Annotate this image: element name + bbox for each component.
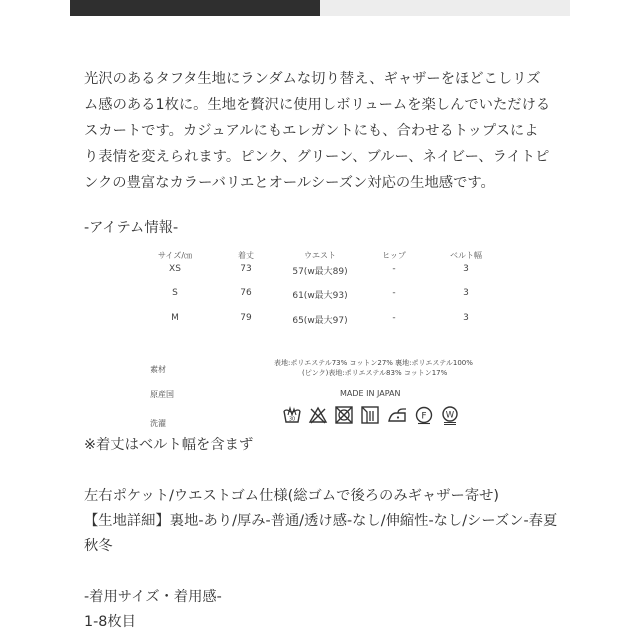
hand-wash-icon [282, 405, 302, 425]
details-line-season: 秋冬 [84, 538, 113, 554]
cell-hip: - [392, 264, 396, 274]
cell-hip: - [392, 313, 396, 323]
svg-text:30: 30 [288, 416, 296, 423]
line-dry-shade-icon [360, 405, 380, 425]
cell-size: S [172, 288, 178, 298]
tab-inactive[interactable] [320, 0, 570, 16]
cell-waist: 61(w最大93) [292, 291, 348, 301]
cell-waist: 57(w最大89) [292, 267, 348, 277]
header-hip: ヒップ [382, 251, 406, 260]
length-note: ※着丈はベルト幅を含まず [84, 437, 254, 453]
description-line: スカートです。カジュアルにもエレガントにも、合わせるトップスによ [84, 123, 539, 139]
header-belt-width: ベルト幅 [450, 251, 482, 260]
header-waist: ウエスト [304, 251, 336, 260]
details-line-fabric: 【生地詳細】裏地-あり/厚み-普通/透け感-なし/伸縮性-なし/シーズン-春夏 [84, 513, 558, 529]
cell-belt-width: 3 [463, 264, 469, 274]
dry-clean-f-icon [414, 405, 434, 425]
description-line: り表情を変えられます。ピンク、グリーン、ブルー、ネイビー、ライトピ [84, 149, 550, 165]
description-line: 光沢のあるタフタ生地にランダムな切り替え、ギャザーをほどこしリズ [84, 71, 541, 87]
cell-size: M [171, 313, 179, 323]
svg-text:F: F [421, 411, 427, 422]
product-description [84, 66, 564, 196]
care-icons [282, 405, 460, 425]
wet-clean-w-icon [440, 405, 460, 425]
fit-title: -着用サイズ・着用感- [84, 589, 222, 605]
material-value-line1: 表地:ポリエステル73% コットン27% 裏地:ポリエステル100% [274, 359, 473, 367]
tab-bar [70, 0, 570, 16]
svg-text:W: W [445, 410, 455, 421]
details-line-pocket: 左右ポケット/ウエストゴム仕様(総ゴムで後ろのみギャザー寄せ) [84, 488, 499, 504]
cell-length: 73 [240, 264, 252, 274]
wash-label: 洗濯 [150, 419, 166, 428]
description-line: ム感のある1枚に。生地を贅沢に使用しボリュームを楽しんでいただける [84, 97, 551, 113]
iron-low-icon [386, 405, 408, 425]
origin-value: MADE IN JAPAN [340, 389, 401, 398]
cell-belt-width: 3 [463, 313, 469, 323]
table-row [150, 288, 510, 302]
description-line: ンクの豊富なカラーバリエとオールシーズン対応の生地感です。 [84, 175, 495, 191]
origin-label: 原産国 [150, 390, 174, 399]
table-row [150, 313, 510, 327]
cell-length: 76 [240, 288, 252, 298]
cell-length: 79 [240, 313, 252, 323]
item-info-title: -アイテム情報- [84, 220, 179, 236]
size-table-header [150, 250, 510, 264]
cell-belt-width: 3 [463, 288, 469, 298]
tab-active[interactable] [70, 0, 320, 16]
cell-waist: 65(w最大97) [292, 316, 348, 326]
no-bleach-icon [308, 405, 328, 425]
header-length: 着丈 [238, 251, 254, 260]
cell-size: XS [169, 264, 181, 274]
material-label: 素材 [150, 365, 166, 374]
fit-line: 1-8枚目 [84, 614, 136, 630]
header-size: サイズ/㎝ [157, 251, 193, 260]
table-row [150, 264, 510, 278]
no-tumble-dry-icon [334, 405, 354, 425]
cell-hip: - [392, 288, 396, 298]
material-value-line2: (ピンク)表地:ポリエステル83% コットン17% [302, 369, 448, 377]
